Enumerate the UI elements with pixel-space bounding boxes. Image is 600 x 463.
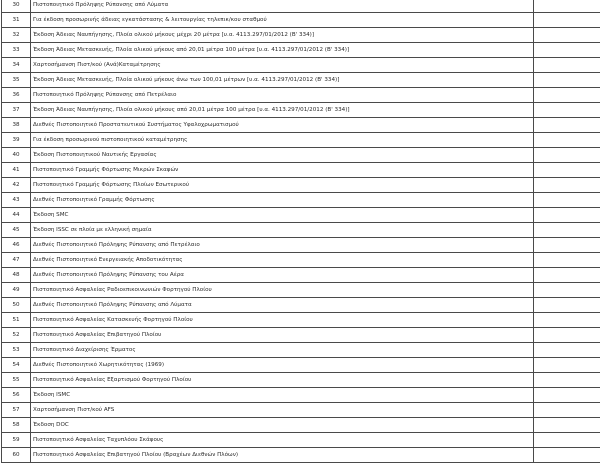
row-number: 39 bbox=[2, 133, 31, 148]
row-number: 36 bbox=[2, 88, 31, 103]
table-row bbox=[2, 403, 600, 418]
row-description: Έκδοση Άδειας Μετασκευής, Πλοία ολικού μήκους άνω των 100,01 μέτρων [υ.α. 4113.297/01/2012 (Β' 334)] bbox=[31, 73, 534, 88]
row-empty-cell bbox=[534, 268, 600, 283]
row-number: 52 bbox=[2, 328, 31, 343]
row-number: 30 bbox=[2, 0, 31, 13]
row-number: 31 bbox=[2, 13, 31, 28]
row-description: Πιστοποιητικό Ασφαλείας Ραδιοεπικοινωνιών Φορτηγού Πλοίου bbox=[31, 283, 534, 298]
table-row bbox=[2, 133, 600, 148]
row-description: Έκδοση Άδειας Μετασκευής, Πλοία ολικού μήκους από 20,01 μέτρα 100 μέτρα [υ.α. 4113.297/01/2012 (Β' 334)] bbox=[31, 43, 534, 58]
table-row bbox=[2, 313, 600, 328]
row-empty-cell bbox=[534, 358, 600, 373]
row-empty-cell bbox=[534, 343, 600, 358]
row-empty-cell bbox=[534, 103, 600, 118]
row-number: 43 bbox=[2, 193, 31, 208]
row-number: 35 bbox=[2, 73, 31, 88]
row-description: Πιστοποιητικό Πρόληψης Ρύπανσης από Πετρέλαιο bbox=[31, 88, 534, 103]
row-empty-cell bbox=[534, 58, 600, 73]
row-description: Χαρτοσήμανση Πιστ/κού (Ανά)Καταμέτρησης bbox=[31, 58, 534, 73]
row-number: 48 bbox=[2, 268, 31, 283]
row-description: Πιστοποιητικό Πρόληψης Ρύπανσης από Λύματα bbox=[31, 0, 534, 13]
row-number: 37 bbox=[2, 103, 31, 118]
row-empty-cell bbox=[534, 238, 600, 253]
row-empty-cell bbox=[534, 73, 600, 88]
row-description: Διεθνές Πιστοποιητικό Ενεργειακής Αποδοτικότητας bbox=[31, 253, 534, 268]
table-body bbox=[2, 0, 600, 463]
table-row bbox=[2, 193, 600, 208]
table-row bbox=[2, 163, 600, 178]
row-number: 49 bbox=[2, 283, 31, 298]
row-number: 45 bbox=[2, 223, 31, 238]
row-number: 50 bbox=[2, 298, 31, 313]
row-description: Έκδοση SMC bbox=[31, 208, 534, 223]
row-empty-cell bbox=[534, 0, 600, 13]
row-empty-cell bbox=[534, 328, 600, 343]
table-row bbox=[2, 178, 600, 193]
row-description: Για έκδοση προσωρινής άδειας εγκατάστασης & λειτουργίας τηλεπικ/κου σταθμού bbox=[31, 13, 534, 28]
table-row bbox=[2, 88, 600, 103]
row-description: Έκδοση Πιστοποιητικού Ναυτικής Εργασίας bbox=[31, 148, 534, 163]
table-row bbox=[2, 148, 600, 163]
row-description: Πιστοποιητικό Γραμμής Φόρτωσης Πλοίων Εσωτερικού bbox=[31, 178, 534, 193]
row-number: 55 bbox=[2, 373, 31, 388]
row-number: 60 bbox=[2, 448, 31, 463]
row-description: Διεθνές Πιστοποιητικό Γραμμής Φόρτωσης bbox=[31, 193, 534, 208]
table-row bbox=[2, 118, 600, 133]
row-empty-cell bbox=[534, 253, 600, 268]
row-empty-cell bbox=[534, 13, 600, 28]
row-empty-cell bbox=[534, 418, 600, 433]
row-empty-cell bbox=[534, 178, 600, 193]
table-row bbox=[2, 28, 600, 43]
table-row bbox=[2, 223, 600, 238]
table-row bbox=[2, 448, 600, 463]
table-row bbox=[2, 373, 600, 388]
row-number: 58 bbox=[2, 418, 31, 433]
row-number: 56 bbox=[2, 388, 31, 403]
row-empty-cell bbox=[534, 163, 600, 178]
row-number: 38 bbox=[2, 118, 31, 133]
row-description: Πιστοποιητικό Διαχείρισης Έρματος bbox=[31, 343, 534, 358]
row-empty-cell bbox=[534, 118, 600, 133]
row-description: Έκδοση Άδειας Ναυπήγησης, Πλοία ολικού μήκους από 20,01 μέτρα 100 μέτρα [υ.α. 4113.297/01/2012 (Β' 334)] bbox=[31, 103, 534, 118]
row-empty-cell bbox=[534, 283, 600, 298]
table-row bbox=[2, 0, 600, 13]
row-description: Διεθνές Πιστοποιητικό Πρόληψης Ρύπανσης από Λύματα bbox=[31, 298, 534, 313]
row-description: Για έκδοση προσωρινού πιστοποιητικού καταμέτρησης bbox=[31, 133, 534, 148]
table-row bbox=[2, 73, 600, 88]
row-description: Πιστοποιητικό Γραμμής Φόρτωσης Μικρών Σκαφών bbox=[31, 163, 534, 178]
row-description: Πιστοποιητικό Ασφαλείας Επιβατηγού Πλοίου bbox=[31, 328, 534, 343]
row-empty-cell bbox=[534, 403, 600, 418]
table-row bbox=[2, 13, 600, 28]
table-row bbox=[2, 418, 600, 433]
table-row bbox=[2, 208, 600, 223]
row-empty-cell bbox=[534, 43, 600, 58]
row-number: 32 bbox=[2, 28, 31, 43]
table-row bbox=[2, 433, 600, 448]
table-row bbox=[2, 343, 600, 358]
row-description: Έκδοση ISSC σε πλοία με ελληνική σημαία bbox=[31, 223, 534, 238]
table-row bbox=[2, 388, 600, 403]
table-row bbox=[2, 298, 600, 313]
row-empty-cell bbox=[534, 388, 600, 403]
row-number: 41 bbox=[2, 163, 31, 178]
row-number: 51 bbox=[2, 313, 31, 328]
row-number: 47 bbox=[2, 253, 31, 268]
table-row bbox=[2, 328, 600, 343]
row-empty-cell bbox=[534, 448, 600, 463]
table-row bbox=[2, 103, 600, 118]
row-empty-cell bbox=[534, 88, 600, 103]
row-number: 46 bbox=[2, 238, 31, 253]
table-row bbox=[2, 268, 600, 283]
services-table bbox=[1, 0, 600, 463]
row-number: 42 bbox=[2, 178, 31, 193]
row-description: Πιστοποιητικό Ασφαλείας Κατασκευής Φορτηγού Πλοίου bbox=[31, 313, 534, 328]
row-description: Έκδοση DOC bbox=[31, 418, 534, 433]
row-number: 53 bbox=[2, 343, 31, 358]
table-row bbox=[2, 253, 600, 268]
row-empty-cell bbox=[534, 148, 600, 163]
row-number: 54 bbox=[2, 358, 31, 373]
row-empty-cell bbox=[534, 373, 600, 388]
table-row bbox=[2, 58, 600, 73]
row-empty-cell bbox=[534, 313, 600, 328]
row-empty-cell bbox=[534, 208, 600, 223]
row-empty-cell bbox=[534, 298, 600, 313]
row-number: 59 bbox=[2, 433, 31, 448]
row-number: 33 bbox=[2, 43, 31, 58]
row-description: Διεθνές Πιστοποιητικό Χωρητικότητας (1969) bbox=[31, 358, 534, 373]
row-empty-cell bbox=[534, 193, 600, 208]
row-description: Έκδοση Άδειας Ναυπήγησης, Πλοία ολικού μήκους μέχρι 20 μέτρα [υ.α. 4113.297/01/2012 (Β' 334)] bbox=[31, 28, 534, 43]
table-row bbox=[2, 358, 600, 373]
row-empty-cell bbox=[534, 223, 600, 238]
table-row bbox=[2, 283, 600, 298]
row-description: Χαρτοσήμανση Πιστ/κού AFS bbox=[31, 403, 534, 418]
row-number: 34 bbox=[2, 58, 31, 73]
row-empty-cell bbox=[534, 433, 600, 448]
row-number: 44 bbox=[2, 208, 31, 223]
row-description: Πιστοποιητικό Ασφαλείας Εξαρτισμού Φορτηγού Πλοίου bbox=[31, 373, 534, 388]
row-description: Πιστοποιητικό Ασφαλείας Επιβατηγού Πλοίου (Βραχέων Διεθνών Πλόων) bbox=[31, 448, 534, 463]
row-description: Πιστοποιητικό Ασφαλείας Ταχυπλόου Σκάφους bbox=[31, 433, 534, 448]
row-empty-cell bbox=[534, 28, 600, 43]
row-number: 40 bbox=[2, 148, 31, 163]
row-description: Διεθνές Πιστοποιητικό Πρόληψης Ρύπανσης του Αέρα bbox=[31, 268, 534, 283]
row-description: Διεθνές Πιστοποιητικό Πρόληψης Ρύπανσης από Πετρέλαιο bbox=[31, 238, 534, 253]
row-description: Έκδοση ISMC bbox=[31, 388, 534, 403]
row-description: Διεθνές Πιστοποιητικό Προστατευτικού Συστήματος Υφαλοχρωματισμού bbox=[31, 118, 534, 133]
row-number: 57 bbox=[2, 403, 31, 418]
row-empty-cell bbox=[534, 133, 600, 148]
table-row bbox=[2, 43, 600, 58]
table-row bbox=[2, 238, 600, 253]
